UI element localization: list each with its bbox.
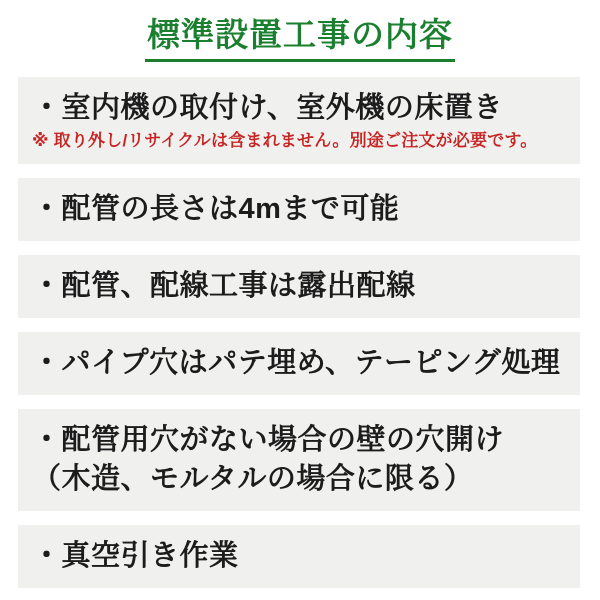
list-item-text-line2: （木造、モルタルの場合に限る）: [32, 462, 474, 495]
list-item-text: ・配管用穴がない場合の壁の穴開け: [32, 423, 505, 456]
installation-items-list: [18, 77, 580, 588]
list-item-text: ・室内機の取付け、室外機の床置き: [32, 91, 503, 124]
list-item: [18, 77, 580, 164]
title-wrap: [0, 13, 600, 62]
page-title: 標準設置工事の内容: [145, 13, 455, 62]
list-item: [18, 525, 580, 588]
list-item-text: ・真空引き作業: [32, 539, 239, 572]
list-item: [18, 178, 580, 241]
list-item-text: ・配管の長さは4mまで可能: [32, 192, 400, 225]
list-item-note: ※ 取り外し/リサイクルは含まれません。別途ご注文が必要です。: [32, 130, 538, 150]
list-item: [18, 332, 580, 395]
list-item: [18, 409, 580, 511]
list-item-text: ・パイプ穴はパテ埋め、テーピング処理: [32, 346, 561, 379]
list-item-text: ・配管、配線工事は露出配線: [32, 269, 416, 302]
list-item: [18, 255, 580, 318]
